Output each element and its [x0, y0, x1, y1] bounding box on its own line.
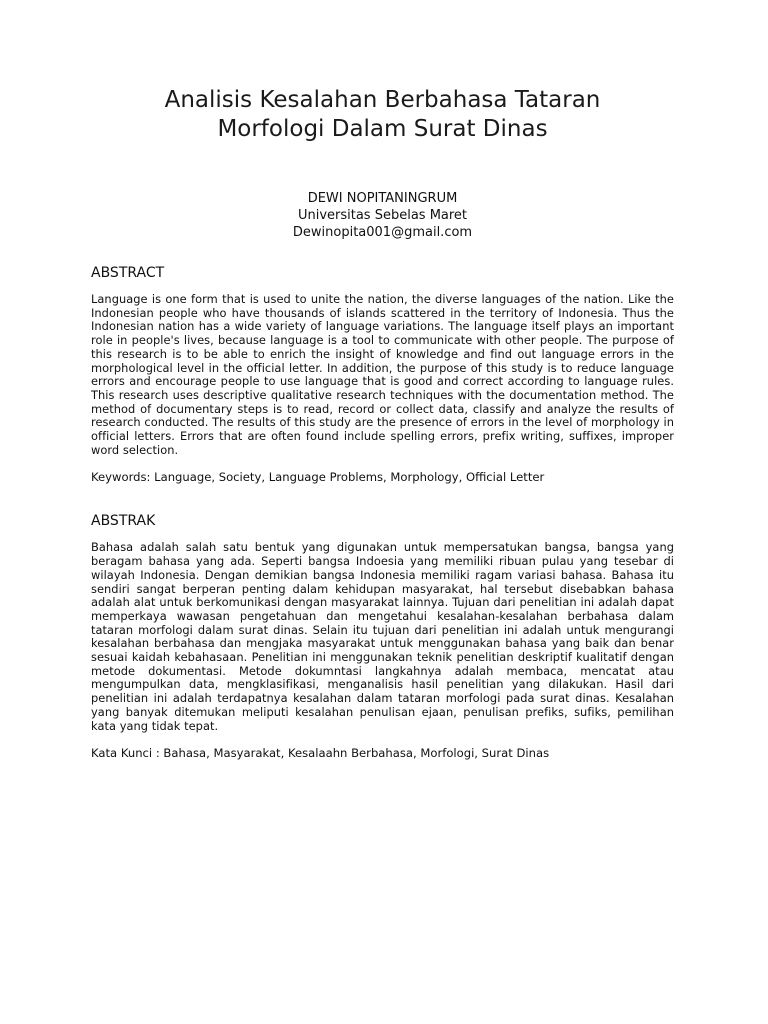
author-affiliation: Universitas Sebelas Maret: [297, 208, 468, 223]
paper-title-line-2: Morfologi Dalam Surat Dinas: [217, 116, 548, 142]
author-name: DEWI NOPITANINGRUM: [307, 191, 458, 206]
abstrak-keywords: Kata Kunci : Bahasa, Masyarakat, Kesalaahn Berbahasa, Morfologi, Surat Dinas: [91, 746, 550, 761]
document-page: [91, 86, 674, 760]
author-email: Dewinopita001@gmail.com: [292, 225, 473, 240]
abstract-keywords: Keywords: Language, Society, Language Problems, Morphology, Official Letter: [91, 470, 545, 485]
author-block: [91, 190, 674, 241]
abstract-body: Language is one form that is used to unite the nation, the diverse languages of the nation. Like the Indonesian people who have thousands of islands scattered in the territory of Indonesia. Thus the Indonesian nation has a wide variety of language variations. The language itself plays an important role in people's lives, because language is a tool to communicate with other people. The purpose of this research is to be able to enrich the insight of knowledge and find out language errors in the morphological level in the official letter. In addition, the purpose of this study is to reduce language errors and encourage people to use language that is good and correct according to language rules. This research uses descriptive qualitative research techniques with the documentation method. The method of documentary steps is to read, record or collect data, classify and analyze the results of research conducted. The results of this study are the presence of errors in the level of morphology in official letters. Errors that are often found include spelling errors, prefix writing, suffixes, improper word selection.: [91, 292, 674, 457]
paper-title-line-1: Analisis Kesalahan Berbahasa Tataran: [164, 87, 601, 113]
paper-title: [91, 86, 674, 144]
abstrak-heading: ABSTRAK: [91, 513, 156, 530]
abstrak-body: Bahasa adalah salah satu bentuk yang digunakan untuk mempersatukan bangsa, bangsa yang beragam bahasa yang ada. Seperti bangsa Indoesia yang memiliki ribuan pulau yang tesebar di wilayah Indonesia. Dengan demikian bangsa Indonesia memiliki ragam variasi bahasa. Bahasa itu sendiri sangat berperan penting dalam kehidupan masyarakat, hal tersebut disebabkan bahasa adalah alat untuk berkomunikasi dengan masyarakat lainnya. Tujuan dari penelitian ini adalah dapat memperkaya wawasan pengetahuan dan mengetahui kesalahan-kesalahan berbahasa dalam tataran morfologi dalam surat dinas. Selain itu tujuan dari penelitian ini adalah untuk mengurangi kesalahan berbahasa dan mengjaka masyarakat untuk menggunakan bahasa yang baik dan benar sesuai kaidah kebahasaan. Penelitian ini menggunakan teknik penelitian deskriptif kualitatif dengan metode dokumentasi. Metode dokumntasi langkahnya adalah membaca, mencatat atau mengumpulkan data, mengklasifikasi, menganalisis hasil penelitian yang dilakukan. Hasil dari penelitian ini adalah terdapatnya kesalahan dalam tataran morfologi pada surat dinas. Kesalahan yang banyak ditemukan meliputi kesalahan penulisan ejaan, penulisan prefiks, sufiks, pemilihan kata yang tidak tepat.: [91, 540, 674, 733]
abstract-heading: ABSTRACT: [91, 265, 165, 281]
